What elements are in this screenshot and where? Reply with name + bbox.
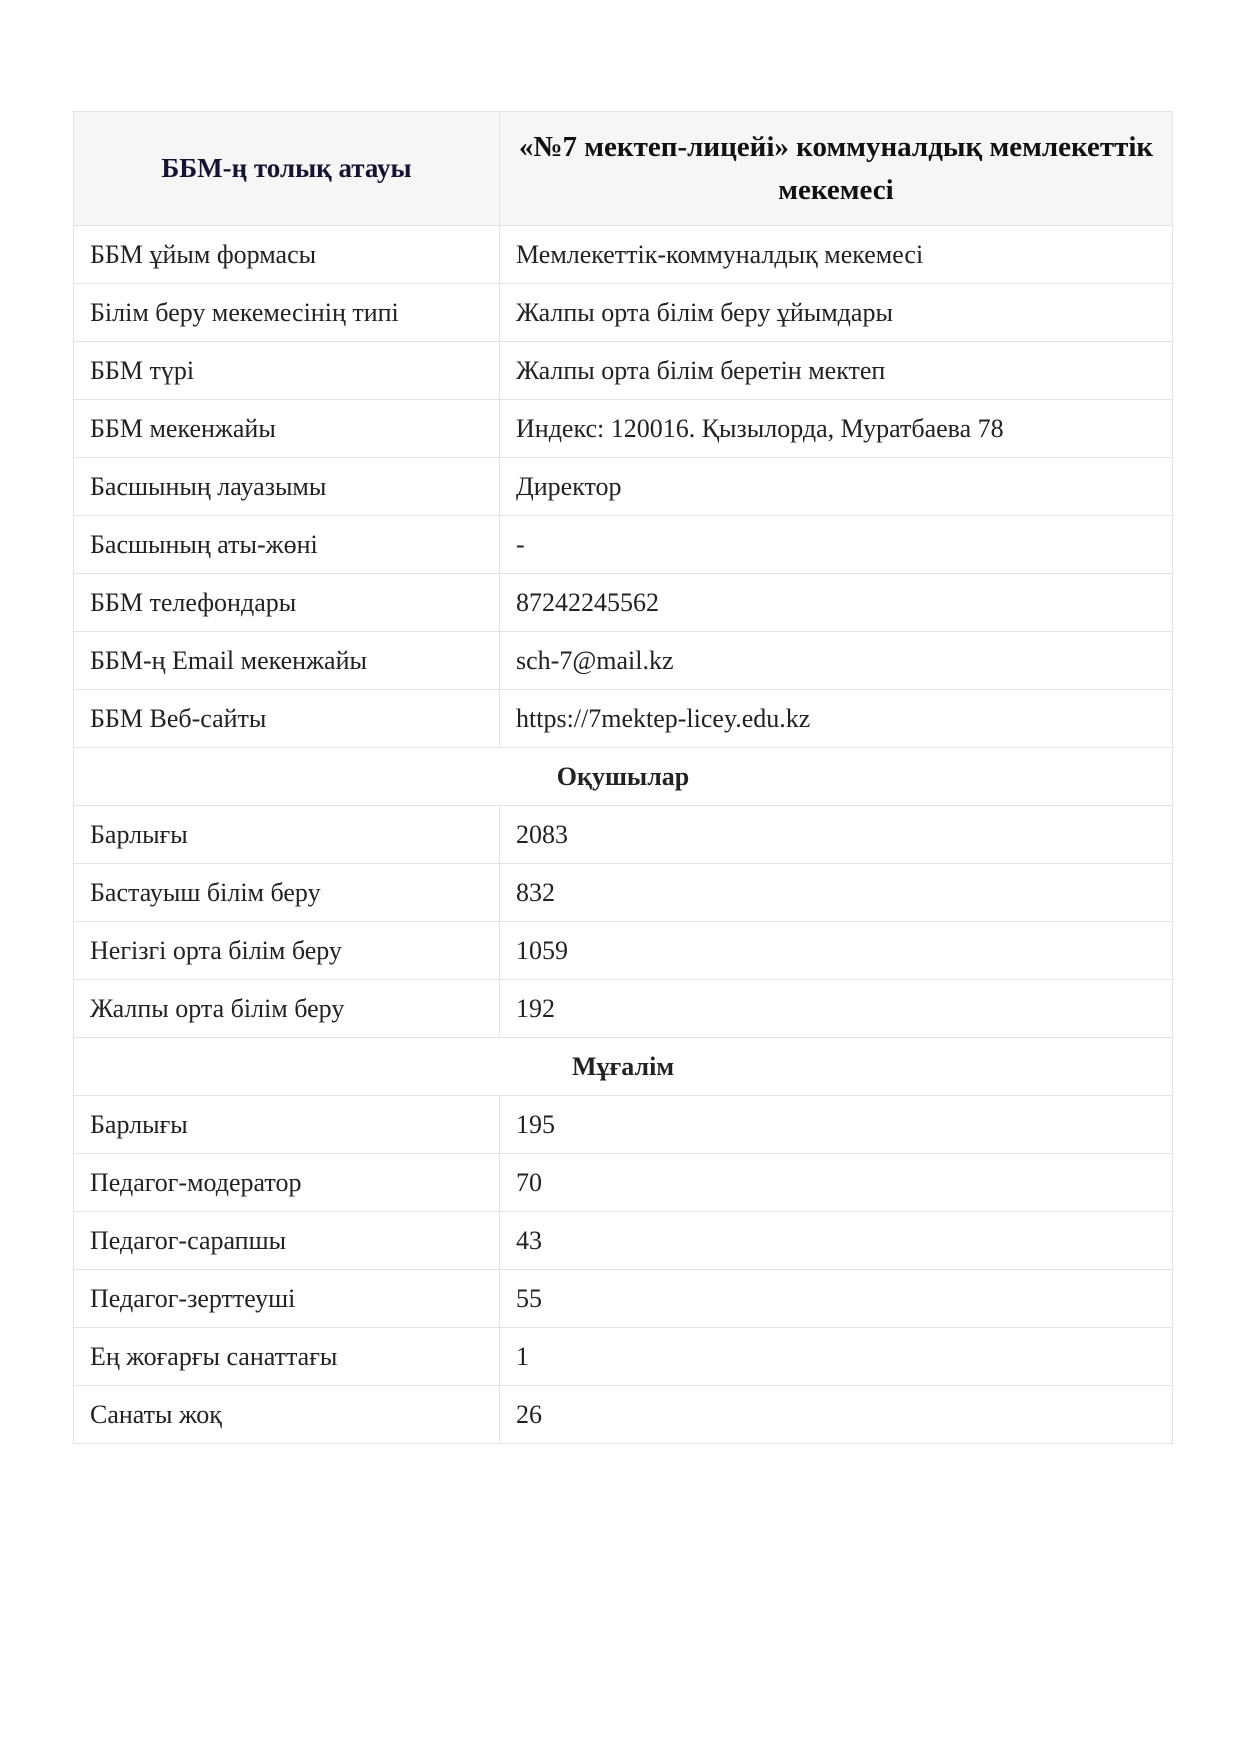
table-row xyxy=(74,1096,1173,1154)
row-value: Директор xyxy=(500,458,1173,516)
row-label: ББМ ұйым формасы xyxy=(74,226,500,284)
table-row xyxy=(74,1328,1173,1386)
table-row xyxy=(74,864,1173,922)
row-value: - xyxy=(500,516,1173,574)
row-label: Педагог-зерттеуші xyxy=(74,1270,500,1328)
table-row xyxy=(74,574,1173,632)
table-row xyxy=(74,922,1173,980)
section-title-teachers: Мұғалім xyxy=(74,1038,1173,1096)
row-value: https://7mektep-licey.edu.kz xyxy=(500,690,1173,748)
row-value: Жалпы орта білім беретін мектеп xyxy=(500,342,1173,400)
row-value: 832 xyxy=(500,864,1173,922)
row-label: Барлығы xyxy=(74,1096,500,1154)
row-label: Білім беру мекемесінің типі xyxy=(74,284,500,342)
table-row xyxy=(74,632,1173,690)
header-label: ББМ-ң толық атауы xyxy=(74,112,500,226)
table-header-row xyxy=(74,112,1173,226)
row-label: Ең жоғарғы санаттағы xyxy=(74,1328,500,1386)
row-label: ББМ түрі xyxy=(74,342,500,400)
table-row xyxy=(74,980,1173,1038)
section-title-students: Оқушылар xyxy=(74,748,1173,806)
row-value: 87242245562 xyxy=(500,574,1173,632)
table-row xyxy=(74,284,1173,342)
table-row xyxy=(74,342,1173,400)
school-info-table xyxy=(73,111,1173,1444)
row-label: Педагог-модератор xyxy=(74,1154,500,1212)
row-label: ББМ Веб-сайты xyxy=(74,690,500,748)
row-label: Басшының аты-жөні xyxy=(74,516,500,574)
row-value: 55 xyxy=(500,1270,1173,1328)
row-value: Жалпы орта білім беру ұйымдары xyxy=(500,284,1173,342)
row-value: 43 xyxy=(500,1212,1173,1270)
row-value: 70 xyxy=(500,1154,1173,1212)
row-label: Педагог-сарапшы xyxy=(74,1212,500,1270)
row-value: 192 xyxy=(500,980,1173,1038)
table-row xyxy=(74,1270,1173,1328)
table-row xyxy=(74,1154,1173,1212)
row-value: 195 xyxy=(500,1096,1173,1154)
row-value: 1059 xyxy=(500,922,1173,980)
row-value: Мемлекеттік-коммуналдық мекемесі xyxy=(500,226,1173,284)
row-label: Жалпы орта білім беру xyxy=(74,980,500,1038)
section-row-students xyxy=(74,748,1173,806)
row-label: ББМ-ң Email мекенжайы xyxy=(74,632,500,690)
table-row xyxy=(74,226,1173,284)
school-info-sheet xyxy=(73,111,1172,1444)
row-label: ББМ мекенжайы xyxy=(74,400,500,458)
table-row xyxy=(74,1386,1173,1444)
row-value: 1 xyxy=(500,1328,1173,1386)
section-row-teachers xyxy=(74,1038,1173,1096)
table-row xyxy=(74,1212,1173,1270)
row-value: sch-7@mail.kz xyxy=(500,632,1173,690)
table-row xyxy=(74,458,1173,516)
row-value: Индекс: 120016. Қызылорда, Муратбаева 78 xyxy=(500,400,1173,458)
row-value: 2083 xyxy=(500,806,1173,864)
row-label: Негізгі орта білім беру xyxy=(74,922,500,980)
table-row xyxy=(74,806,1173,864)
row-label: Санаты жоқ xyxy=(74,1386,500,1444)
header-school-name: «№7 мектеп-лицейі» коммуналдық мемлекеттік мекемесі xyxy=(500,112,1173,226)
row-label: ББМ телефондары xyxy=(74,574,500,632)
row-value: 26 xyxy=(500,1386,1173,1444)
row-label: Басшының лауазымы xyxy=(74,458,500,516)
table-row xyxy=(74,400,1173,458)
table-row xyxy=(74,690,1173,748)
row-label: Барлығы xyxy=(74,806,500,864)
row-label: Бастауыш білім беру xyxy=(74,864,500,922)
table-row xyxy=(74,516,1173,574)
